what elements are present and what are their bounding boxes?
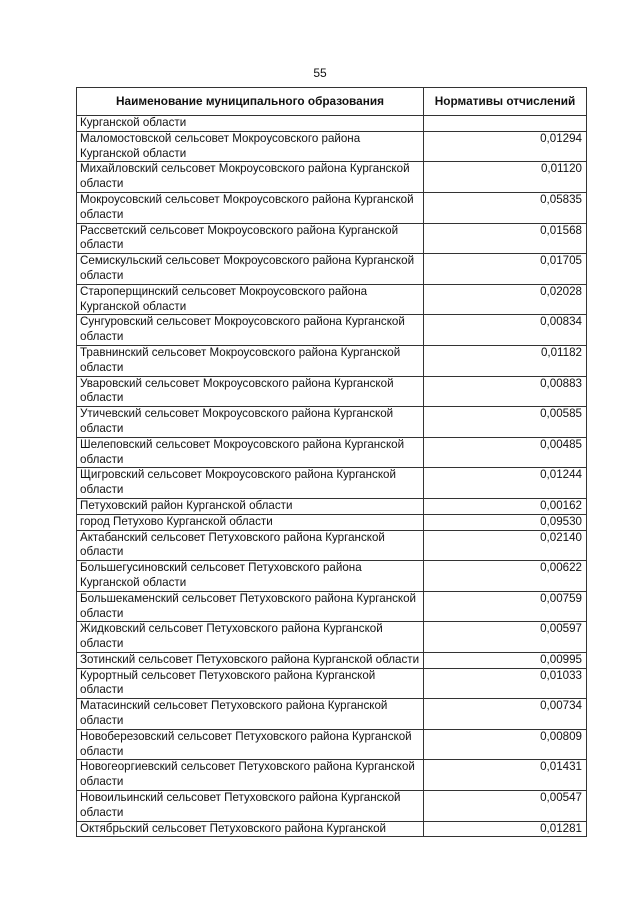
norm-value: 0,01281 <box>424 821 587 837</box>
norm-value: 0,09530 <box>424 514 587 530</box>
table-row <box>77 652 587 668</box>
norm-value: 0,00734 <box>424 699 587 730</box>
table-row <box>77 162 587 193</box>
municipality-name: Новоильинский сельсовет Петуховского района Курганской области <box>77 791 424 822</box>
norm-value: 0,02140 <box>424 530 587 561</box>
table-header-row <box>77 88 587 116</box>
table-row <box>77 561 587 592</box>
norm-value: 0,01568 <box>424 223 587 254</box>
table-row <box>77 345 587 376</box>
table-row <box>77 223 587 254</box>
municipality-name: Новогеоргиевский сельсовет Петуховского района Курганской области <box>77 760 424 791</box>
table-row <box>77 315 587 346</box>
norm-value: 0,00622 <box>424 561 587 592</box>
norm-value: 0,00585 <box>424 407 587 438</box>
table-row <box>77 699 587 730</box>
municipality-name: Шелеповский сельсовет Мокроусовского района Курганской области <box>77 437 424 468</box>
table-row <box>77 192 587 223</box>
table-body <box>77 116 587 837</box>
municipality-name: Курортный сельсовет Петуховского района Курганской области <box>77 668 424 699</box>
municipality-name: Матасинский сельсовет Петуховского района Курганской области <box>77 699 424 730</box>
norm-value: 0,01120 <box>424 162 587 193</box>
table-row <box>77 376 587 407</box>
municipality-name: Маломостовской сельсовет Мокроусовского района Курганской области <box>77 131 424 162</box>
municipality-name: Михайловский сельсовет Мокроусовского района Курганской области <box>77 162 424 193</box>
table-row <box>77 729 587 760</box>
norm-value: 0,01182 <box>424 345 587 376</box>
table-row <box>77 468 587 499</box>
municipality-name: Утичевский сельсовет Мокроусовского района Курганской области <box>77 407 424 438</box>
page-number: 55 <box>313 66 327 80</box>
table-row <box>77 821 587 837</box>
table-row <box>77 530 587 561</box>
norm-value: 0,01033 <box>424 668 587 699</box>
table-row <box>77 514 587 530</box>
norm-value: 0,01244 <box>424 468 587 499</box>
table-row <box>77 407 587 438</box>
norm-value: 0,00485 <box>424 437 587 468</box>
table-row <box>77 591 587 622</box>
norm-value <box>424 116 587 132</box>
table-row <box>77 131 587 162</box>
municipality-name: Староперщинский сельсовет Мокроусовского района Курганской области <box>77 284 424 315</box>
table-row <box>77 760 587 791</box>
norm-value: 0,01705 <box>424 254 587 285</box>
municipality-name: Новоберезовский сельсовет Петуховского района Курганской области <box>77 729 424 760</box>
table-row <box>77 254 587 285</box>
table-row <box>77 116 587 132</box>
municipality-name: Мокроусовский сельсовет Мокроусовского района Курганской области <box>77 192 424 223</box>
table-row <box>77 791 587 822</box>
municipality-name: Октябрьский сельсовет Петуховского района Курганской <box>77 821 424 837</box>
municipality-name: Сунгуровский сельсовет Мокроусовского района Курганской области <box>77 315 424 346</box>
norm-value: 0,01294 <box>424 131 587 162</box>
municipality-name: Зотинский сельсовет Петуховского района Курганской области <box>77 652 424 668</box>
norms-table <box>76 87 587 837</box>
municipality-name: Семискульский сельсовет Мокроусовского района Курганской области <box>77 254 424 285</box>
norm-value: 0,00597 <box>424 622 587 653</box>
norm-value: 0,00995 <box>424 652 587 668</box>
municipality-name: Уваровский сельсовет Мокроусовского района Курганской области <box>77 376 424 407</box>
municipality-name: Рассветский сельсовет Мокроусовского района Курганской области <box>77 223 424 254</box>
norm-value: 0,02028 <box>424 284 587 315</box>
table-row <box>77 437 587 468</box>
municipality-name: Жидковский сельсовет Петуховского района Курганской области <box>77 622 424 653</box>
municipality-name: Травнинский сельсовет Мокроусовского района Курганской области <box>77 345 424 376</box>
norm-value: 0,00547 <box>424 791 587 822</box>
municipality-name: Большекаменский сельсовет Петуховского района Курганской области <box>77 591 424 622</box>
table-row <box>77 622 587 653</box>
norm-value: 0,05835 <box>424 192 587 223</box>
norm-value: 0,00834 <box>424 315 587 346</box>
norm-value: 0,00162 <box>424 498 587 514</box>
table-row <box>77 284 587 315</box>
norm-value: 0,00809 <box>424 729 587 760</box>
header-municipality: Наименование муниципального образования <box>77 88 424 116</box>
norm-value: 0,01431 <box>424 760 587 791</box>
municipality-name: Актабанский сельсовет Петуховского района Курганской области <box>77 530 424 561</box>
norm-value: 0,00759 <box>424 591 587 622</box>
municipality-name: Большегусиновский сельсовет Петуховского района Курганской области <box>77 561 424 592</box>
table-row <box>77 668 587 699</box>
municipality-name: Петуховский район Курганской области <box>77 498 424 514</box>
table-row <box>77 498 587 514</box>
municipality-name: Курганской области <box>77 116 424 132</box>
municipality-name: Щигровский сельсовет Мокроусовского района Курганской области <box>77 468 424 499</box>
norm-value: 0,00883 <box>424 376 587 407</box>
header-norms: Нормативы отчислений <box>424 88 587 116</box>
municipality-name: город Петухово Курганской области <box>77 514 424 530</box>
